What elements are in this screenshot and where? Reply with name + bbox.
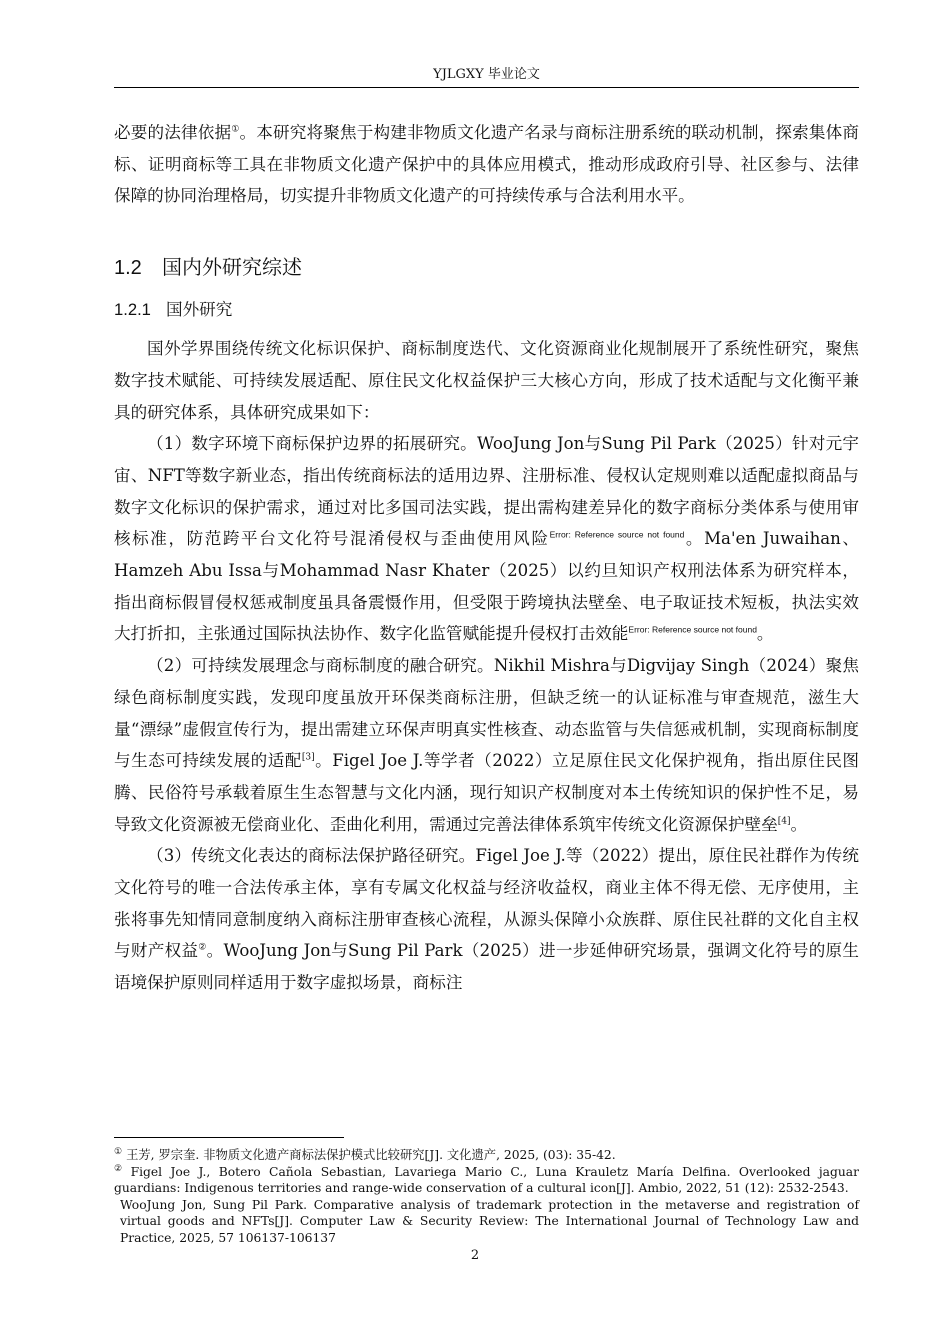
overview-paragraph: 国外学界围绕传统文化标识保护、商标制度迭代、文化资源商业化规制展开了系统性研究，聚焦数字技术赋能、可持续发展适配、原住民文化权益保护三大核心方向，形成了技术适配与文化衡平兼具的研究体系，具体研究成果如下： xyxy=(114,339,859,422)
footnote-item xyxy=(114,1197,859,1247)
footnote-mark: ② xyxy=(114,1163,127,1174)
subsection-heading xyxy=(114,295,859,325)
citation-ref[interactable]: [4] xyxy=(777,816,791,827)
footnotes xyxy=(114,1147,859,1247)
footnote-mark: ① xyxy=(114,1146,123,1157)
running-header: YJLGXY 毕业论文 xyxy=(433,67,540,82)
intro-text: 必要的法律依据 xyxy=(114,123,232,142)
footnote-text: Figel Joe J., Botero Cañola Sebastian, Lavariega Mario C., Luna Krauletz María Delfina. Overlooked jaguar guardians: Indigenous territories and range-wide conservation of a cultural icon[J]. Ambio, 2022, 51 (12): 2532-2543. xyxy=(114,1164,859,1196)
paragraph-1 xyxy=(114,428,859,650)
footnote-separator xyxy=(114,1137,344,1138)
reference-error: Error: Reference source not found xyxy=(549,529,685,540)
paragraph-text: （3）传统文化表达的商标法保护路径研究。Figel Joe J.等（2022）提出，原住民社群作为传统文化符号的唯一合法传承主体，享有专属文化权益与经济收益权，商业主体不得无偿、无序使用，主张将事先知情同意制度纳入商标注册审查核心流程，从源头保障小众族群、原住民社群的文化自主权与财产权益 xyxy=(114,846,859,961)
citation-ref[interactable]: [3] xyxy=(301,752,315,763)
paragraph-text: 。WooJung Jon与Sung Pil Park（2025）进一步延伸研究场景，强调文化符号的原生语境保护原则同样适用于数字虚拟场景，商标注 xyxy=(114,941,859,993)
paragraph-3 xyxy=(114,840,859,999)
paragraph-text: 。Figel Joe J.等学者（2022）立足原住民文化保护视角，指出原住民图腾、民俗符号承载着原生生态智慧与文化内涵，现行知识产权制度对本土传统知识的保护性不足，易导致文化资源被无偿商业化、歪曲化利用，需通过完善法律体系筑牢传统文化资源保护壁垒 xyxy=(114,751,860,834)
section-heading xyxy=(114,250,859,285)
body-text xyxy=(114,117,859,999)
footnote-item xyxy=(114,1164,859,1197)
paragraph-text: （1）数字环境下商标保护边界的拓展研究。WooJung Jon与Sung Pil Park（2025）针对元宇宙、NFT等数字新业态，指出传统商标法的适用边界、注册标准、侵权认定规则难以适配虚拟商品与数字文化标识的保护需求，通过对比多国司法实践，提出需构建差异化的数字商标分类体系与使用审核标准，防范跨平台文化符号混淆侵权与歪曲使用风险 xyxy=(114,434,859,549)
subsection-number: 1.2.1 xyxy=(114,300,151,320)
footnote-item xyxy=(114,1147,859,1164)
footnote-text: 王芳, 罗宗奎. 非物质文化遗产商标法保护模式比较研究[J]. 文化遗产, 2025, (03): 35-42. xyxy=(126,1148,616,1162)
footnote-mark[interactable]: ① xyxy=(231,124,240,135)
page-number: 2 xyxy=(470,1248,480,1263)
header-rule xyxy=(114,87,859,88)
section-number: 1.2 xyxy=(114,257,142,280)
paragraph-2 xyxy=(114,650,859,840)
footnote-text: WooJung Jon, Sung Pil Park. Comparative analysis of trademark protection in the metaverse and registration of virtual goods and NFTs[J]. Computer Law & Security Review: The International Journal of Technology Law and Practice, 2025, 57 106137-106137 xyxy=(120,1197,859,1245)
intro-text: 。本研究将聚焦于构建非物质文化遗产名录与商标注册系统的联动机制，探索集体商标、证明商标等工具在非物质文化遗产保护中的具体应用模式，推动形成政府引导、社区参与、法律保障的协同治理格局，切实提升非物质文化遗产的可持续传承与合法利用水平。 xyxy=(114,123,860,206)
paragraph-text: 。Ma'en Juwaihan、Hamzeh Abu Issa与Mohammad Nasr Khater（2025）以约旦知识产权刑法体系为研究样本，指出商标假冒侵权惩戒制度虽具备震慑作用，但受限于跨境执法壁垒、电子取证技术短板，执法实效大打折扣，主张通过国际执法协作、数字化监管赋能提升侵权打击效能 xyxy=(114,529,860,644)
footnote-mark[interactable]: ② xyxy=(198,942,207,953)
reference-error: Error: Reference source not found xyxy=(628,624,757,635)
section-title: 国内外研究综述 xyxy=(162,255,302,280)
intro-paragraph xyxy=(114,117,859,212)
subsection-title: 国外研究 xyxy=(166,300,233,320)
paragraph-text: （2）可持续发展理念与商标制度的融合研究。Nikhil Mishra与Digvijay Singh（2024）聚焦绿色商标制度实践，发现印度虽放开环保类商标注册，但缺乏统一的认证标准与审查规范，滋生大量“漂绿”虚假宣传行为，提出需建立环保声明真实性核查、动态监管与失信惩戒机制，实现商标制度与生态可持续发展的适配 xyxy=(114,656,859,771)
paragraph-text: 。 xyxy=(756,624,774,644)
paragraph-text: 。 xyxy=(790,814,808,834)
